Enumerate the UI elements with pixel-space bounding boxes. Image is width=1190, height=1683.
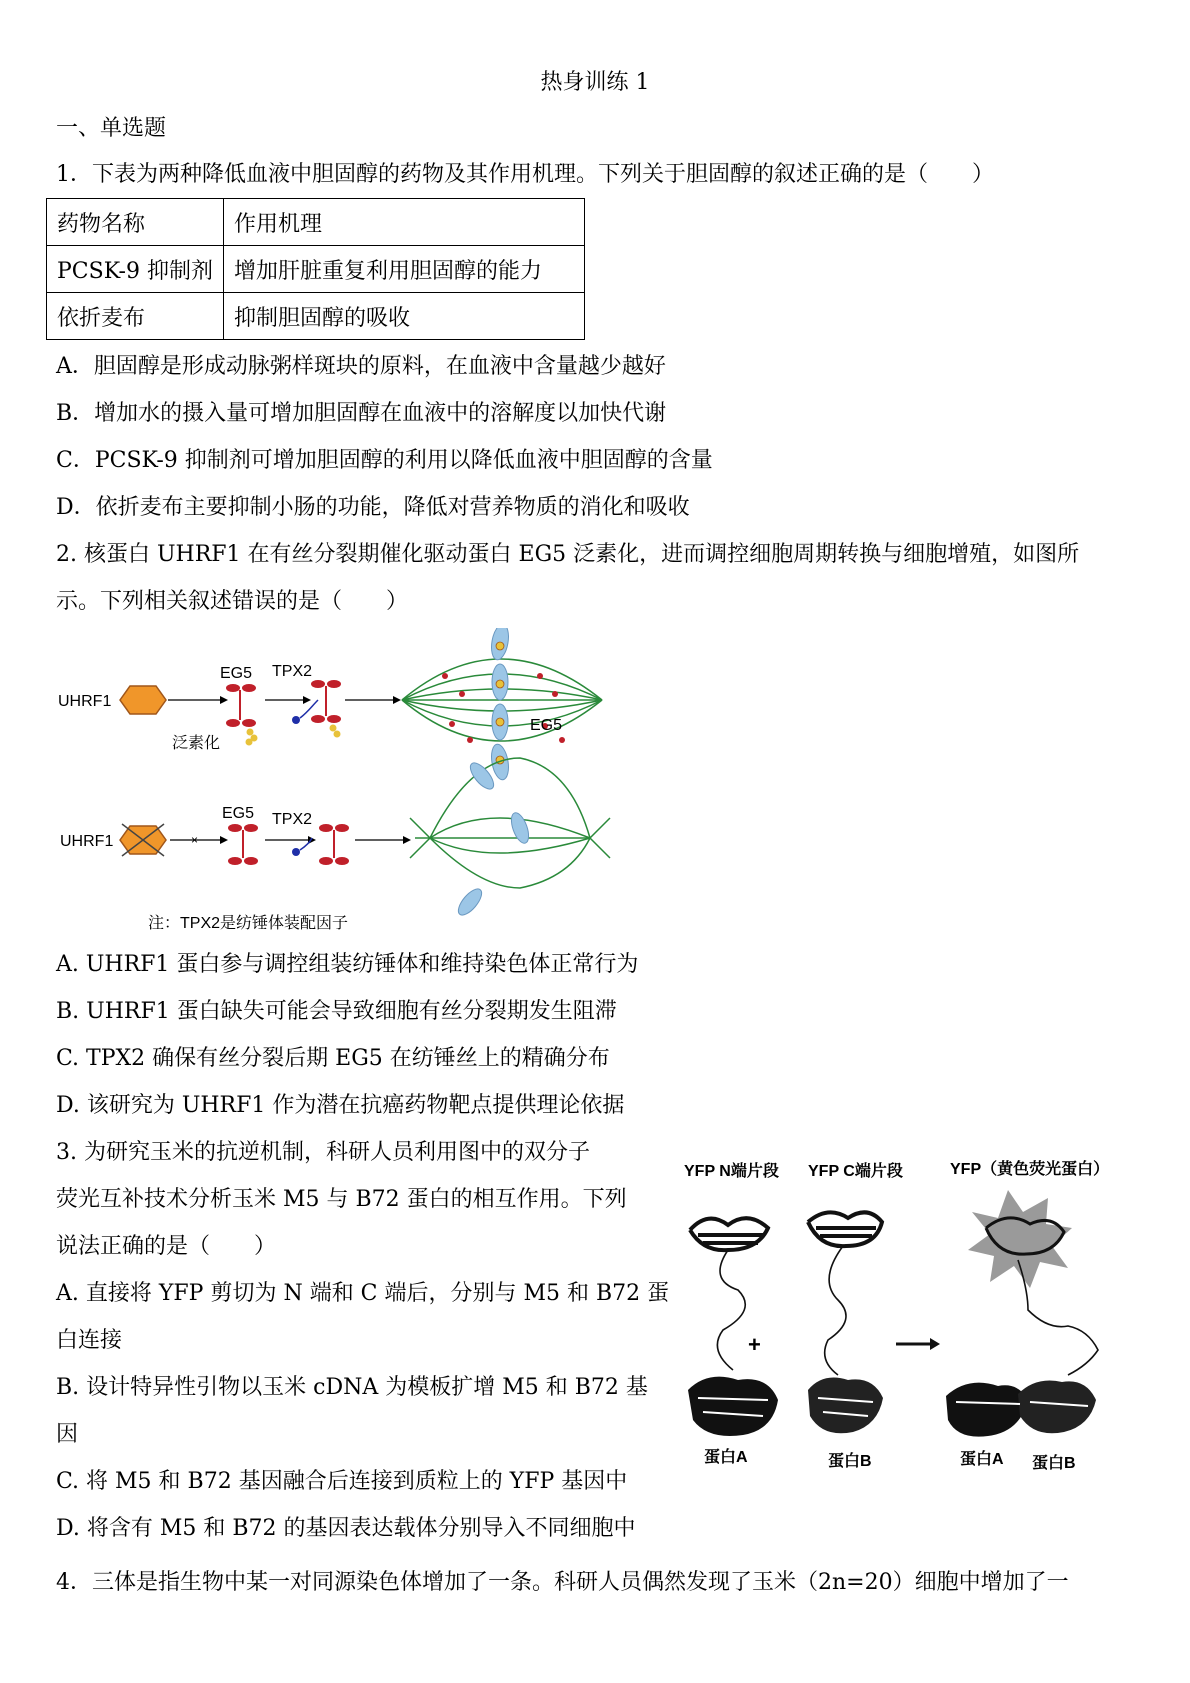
protein-b-label: 蛋白B	[828, 1453, 872, 1470]
plus-sign: +	[748, 1332, 761, 1357]
abnormal-spindle	[410, 758, 610, 888]
yfp-bimolecular-fluorescence-figure	[668, 1150, 1148, 1490]
q1-stem: 1．下表为两种降低血液中胆固醇的药物及其作用机理。下列关于胆固醇的叙述正确的是（ ）	[56, 162, 995, 187]
q3-stem-line3: 说法正确的是（ ）	[56, 1234, 277, 1259]
page-title: 热身训练 1	[540, 70, 650, 95]
figure-note: 注：TPX2是纺锤体装配因子	[148, 915, 349, 932]
q4-stem-line1: 4．三体是指生物中某一对同源染色体增加了一条。科研人员偶然发现了玉米（2n=20）细胞中增加了一	[56, 1570, 1069, 1595]
q2-stem-line1: 2. 核蛋白 UHRF1 在有丝分裂期催化驱动蛋白 EG5 泛素化，进而调控细胞周期转换与细胞增殖，如图所	[56, 542, 1080, 567]
table-row	[47, 293, 585, 340]
uhrf1-label: UHRF1	[58, 693, 112, 710]
q3-option-c: C. 将 M5 和 B72 基因融合后连接到质粒上的 YFP 基因中	[56, 1469, 628, 1494]
yfp-c-fragment-label: YFP C端片段	[808, 1163, 903, 1180]
table-cell: 抑制胆固醇的吸收	[223, 293, 584, 340]
tpx2-eg5-separate-icon	[292, 824, 349, 865]
eg5-label-deficient: EG5	[222, 805, 255, 822]
q2-option-c: C. TPX2 确保有丝分裂后期 EG5 在纺锤丝上的精确分布	[56, 1046, 610, 1071]
uhrf1-label-deficient: UHRF1	[60, 833, 114, 850]
eg5-protein-icon	[228, 824, 258, 865]
q2-option-d: D. 该研究为 UHRF1 作为潜在抗癌药物靶点提供理论依据	[56, 1093, 625, 1118]
protein-a-complex-label: 蛋白A	[960, 1451, 1004, 1468]
table-cell: PCSK-9 抑制剂	[47, 246, 224, 293]
table-row	[47, 246, 585, 293]
q1-option-a: A．胆固醇是形成动脉粥样斑块的原料，在血液中含量越少越好	[56, 354, 666, 379]
q2-option-b: B. UHRF1 蛋白缺失可能会导致细胞有丝分裂期发生阻滞	[56, 999, 617, 1024]
protein-a-label: 蛋白A	[704, 1449, 748, 1466]
q1-option-c: C．PCSK-9 抑制剂可增加胆固醇的利用以降低血液中胆固醇的含量	[56, 448, 713, 473]
assembled-yfp-glow	[968, 1190, 1072, 1288]
q3-option-b: B. 设计特异性引物以玉米 cDNA 为模板扩增 M5 和 B72 基	[56, 1375, 648, 1400]
eg5-protein-icon	[226, 684, 258, 746]
table-cell: 依折麦布	[47, 293, 224, 340]
section-heading: 一、单选题	[56, 116, 167, 141]
table-header-row	[47, 199, 585, 246]
yfp-n-fragment-structure	[690, 1218, 768, 1250]
q3-stem-line2: 荧光互补技术分析玉米 M5 与 B72 蛋白的相互作用。下列	[56, 1187, 627, 1212]
q2-option-a: A. UHRF1 蛋白参与调控组装纺锤体和维持染色体正常行为	[56, 952, 639, 977]
ubiquitination-label: 泛素化	[172, 735, 221, 752]
tpx2-label-deficient: TPX2	[272, 811, 313, 828]
linker-c	[825, 1246, 846, 1375]
q3-option-a: A. 直接将 YFP 剪切为 N 端和 C 端后，分别与 M5 和 B72 蛋	[56, 1281, 670, 1306]
q1-option-b: B．增加水的摄入量可增加胆固醇在血液中的溶解度以加快代谢	[56, 401, 667, 426]
q2-stem-line2: 示。下列相关叙述错误的是（ ）	[56, 589, 409, 614]
uhrf1-diagram	[50, 628, 650, 938]
protein-a-structure	[688, 1377, 778, 1436]
q3-stem-line1: 3. 为研究玉米的抗逆机制，科研人员利用图中的双分子	[56, 1140, 590, 1165]
protein-b-complex-label: 蛋白B	[1032, 1455, 1076, 1472]
eg5-side-label: EG5	[530, 717, 563, 734]
uhrf1-hexagon	[120, 686, 166, 714]
q3-option-d: D. 将含有 M5 和 B72 的基因表达载体分别导入不同细胞中	[56, 1516, 636, 1541]
eg5-label: EG5	[220, 665, 253, 682]
q3-option-b-cont: 因	[56, 1422, 79, 1447]
table-header-cell: 药物名称	[47, 199, 224, 246]
table-cell: 增加肝脏重复利用胆固醇的能力	[223, 246, 584, 293]
eg5-tpx2-complex-icon	[292, 680, 341, 738]
q1-option-d: D．依折麦布主要抑制小肠的功能，降低对营养物质的消化和吸收	[56, 495, 690, 520]
yfp-full-label: YFP（黄色荧光蛋白）	[950, 1161, 1110, 1178]
protein-b-structure	[808, 1378, 883, 1434]
yfp-c-fragment-structure	[808, 1212, 882, 1246]
drug-table	[46, 198, 585, 340]
tpx2-label: TPX2	[272, 663, 313, 680]
block-mark: ×	[191, 833, 199, 847]
table-header-cell: 作用机理	[223, 199, 584, 246]
linker-n	[717, 1250, 745, 1370]
protein-a-b-complex	[946, 1381, 1096, 1437]
q3-option-a-cont: 白连接	[56, 1328, 123, 1353]
yfp-n-fragment-label: YFP N端片段	[684, 1163, 779, 1180]
